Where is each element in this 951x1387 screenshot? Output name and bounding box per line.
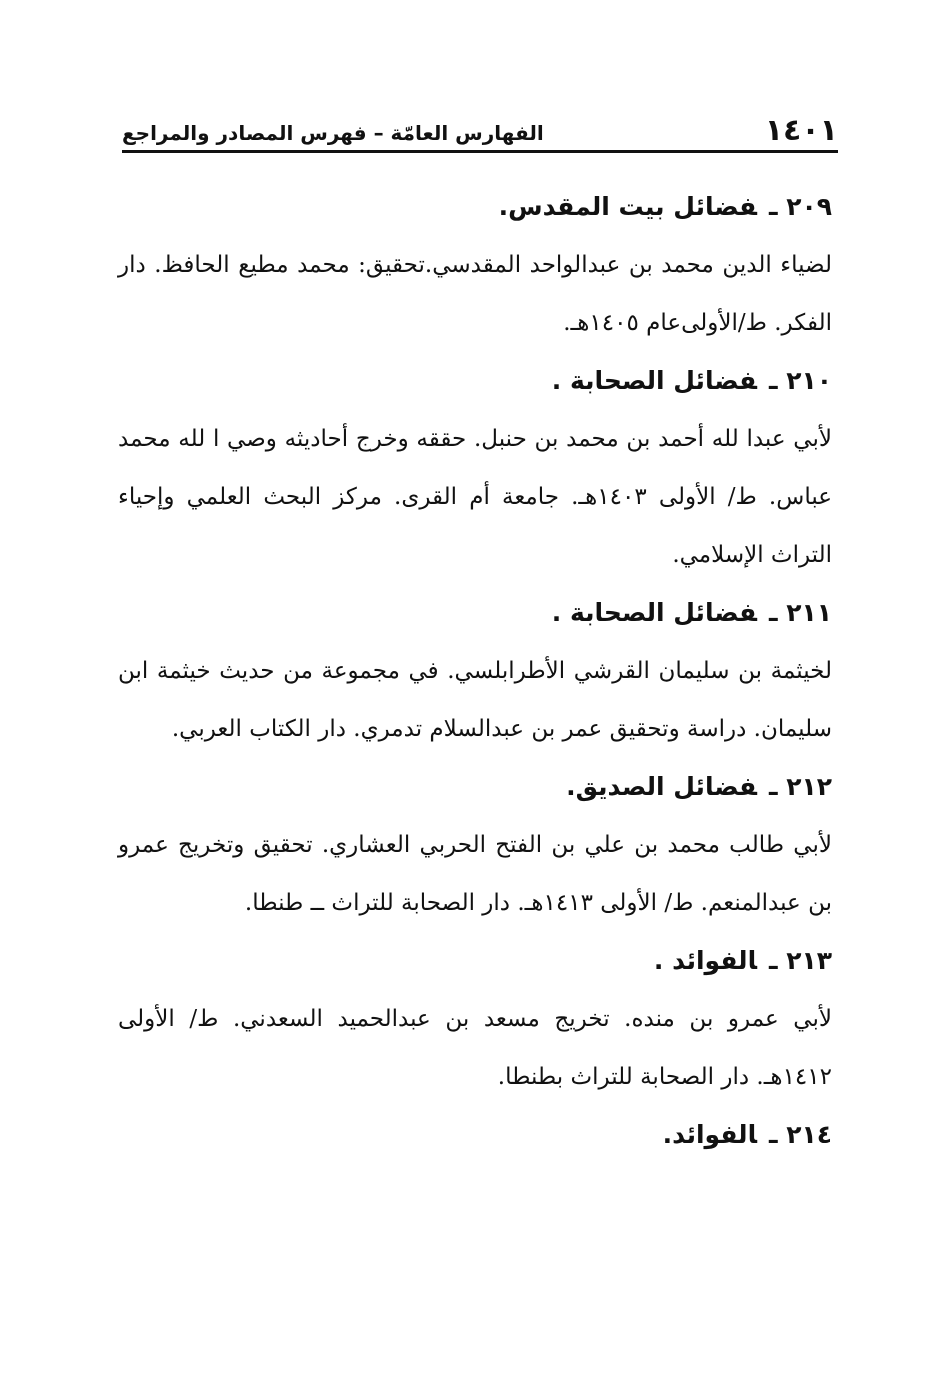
bibliography-entry-212 [118,758,832,932]
entry-number: ٢١٢ ـ [768,772,832,801]
entry-heading [118,1106,832,1164]
bibliography-entry-210 [118,352,832,584]
entry-number: ٢١٤ ـ [768,1120,832,1149]
entry-title: فضائل الصحابة . [551,366,757,395]
entry-heading [118,932,832,990]
bibliography-list [118,178,832,1164]
page-header [122,112,838,152]
page-number: ١٤٠١ [764,113,838,148]
entry-title: فضائل الصحابة . [551,598,757,627]
entry-title: الفوائد. [662,1120,757,1149]
running-title: الفهارس العامّة – فهرس المصادر والمراجع [122,121,544,145]
entry-body: لضياء الدين محمد بن عبدالواحد المقدسي.تحقيق: محمد مطيع الحافظ. دار الفكر. ط/الأولى‌عام ١٤٠٥هـ. [118,252,832,336]
bibliography-entry-209 [118,178,832,352]
bibliography-entry-211 [118,584,832,758]
entry-body: لأبي عبدا لله أحمد بن محمد بن حنبل. حققه وخرج أحاديثه وصي ا لله محمد عباس. ط/ الأولى ١٤٠٣هـ. جامعة أم القرى. مركز البحث العلمي وإحياء التراث الإسلامي. [118,426,832,568]
bibliography-entry-213 [118,932,832,1106]
entry-number: ٢٠٩ ـ [768,192,832,221]
entry-heading [118,178,832,236]
entry-number: ٢١٠ ـ [768,366,832,395]
entry-heading [118,352,832,410]
entry-title: الفوائد . [653,946,757,975]
entry-body: لأبي عمرو بن منده. تخريج مسعد بن عبدالحميد السعدني. ط/ الأولى ١٤١٢هـ. دار الصحابة للتراث بطنطا. [118,1006,832,1090]
entry-number: ٢١٣ ـ [768,946,832,975]
entry-body: لأبي طالب محمد بن علي بن الفتح الحربي العشاري. تحقيق وتخريج عمرو بن عبدالمنعم. ط/ الأولى ١٤١٣هـ. دار الصحابة للتراث ــ طنطا. [118,832,832,916]
entry-body: لخيثمة بن سليمان القرشي الأطرابلسي. في مجموعة من حديث خيثمة ابن سليمان. دراسة وتحقيق عمر بن عبدالسلام تدمري. دار الكتاب العربي. [118,658,832,742]
header-rule [122,150,838,153]
entry-number: ٢١١ ـ [768,598,832,627]
bibliography-entry-214 [118,1106,832,1164]
entry-title: فضائل بيت المقدس. [498,192,757,221]
entry-heading [118,584,832,642]
entry-title: فضائل الصديق. [566,772,757,801]
entry-heading [118,758,832,816]
